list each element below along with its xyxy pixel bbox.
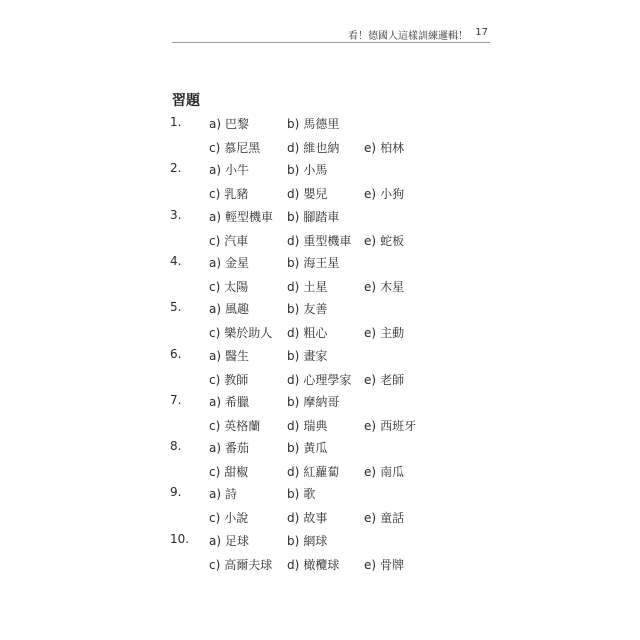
option-text: 嬰兒	[303, 187, 328, 202]
header-title: 看！德國人這樣訓練邏輯！	[348, 31, 468, 42]
option-text: 巴黎	[225, 117, 250, 131]
option-text: 英格蘭	[224, 418, 261, 433]
option-text: 教師	[224, 372, 249, 387]
answer-option	[209, 139, 260, 156]
option-text: 南瓜	[380, 465, 405, 480]
option-letter: d)	[287, 233, 300, 248]
question-number: 3.	[170, 207, 182, 222]
answer-option	[209, 463, 248, 480]
option-text: 番茄	[225, 441, 250, 456]
option-text: 維也納	[303, 141, 340, 155]
option-letter: a)	[209, 209, 222, 224]
option-text: 網球	[303, 533, 328, 548]
option-letter: b)	[287, 209, 300, 224]
answer-option	[287, 509, 327, 526]
answer-option	[209, 393, 249, 410]
answer-option	[364, 324, 404, 341]
answer-option	[364, 509, 404, 526]
answer-option	[364, 371, 404, 388]
question-item	[0, 300, 640, 346]
option-letter: a)	[209, 117, 222, 131]
question-item	[0, 161, 640, 207]
answer-option	[209, 439, 249, 456]
option-letter: d)	[287, 418, 300, 433]
question-number: 4.	[170, 253, 182, 268]
answer-option	[287, 254, 339, 271]
option-text: 柏林	[380, 141, 405, 155]
answer-option	[364, 417, 416, 434]
option-text: 畫家	[303, 348, 328, 363]
option-text: 黃瓜	[303, 441, 328, 456]
option-text: 乳豬	[224, 187, 249, 202]
option-letter: e)	[364, 418, 377, 433]
option-text: 土星	[303, 279, 328, 294]
option-letter: c)	[209, 465, 221, 480]
option-text: 西班牙	[380, 418, 417, 433]
question-number: 8.	[170, 439, 182, 454]
question-number: 10.	[170, 531, 190, 546]
option-text: 歌	[303, 487, 316, 502]
option-letter: b)	[287, 487, 300, 502]
answer-option	[209, 208, 273, 225]
question-number: 5.	[170, 300, 182, 315]
option-letter: e)	[364, 141, 377, 155]
option-text: 木星	[380, 279, 405, 294]
question-item	[0, 485, 640, 531]
option-text: 汽車	[224, 233, 249, 248]
option-letter: d)	[287, 187, 300, 202]
option-letter: a)	[209, 163, 222, 178]
option-text: 紅蘿蔔	[303, 465, 340, 480]
answer-option	[287, 347, 327, 364]
answer-option	[287, 324, 327, 341]
option-letter: a)	[209, 348, 222, 363]
answer-option	[287, 232, 351, 249]
option-letter: c)	[209, 233, 221, 248]
option-letter: a)	[209, 255, 222, 270]
option-letter: b)	[287, 117, 300, 131]
option-letter: b)	[287, 302, 300, 317]
answer-option	[209, 556, 272, 573]
answer-option	[209, 532, 249, 549]
answer-option	[209, 347, 249, 364]
option-text: 太陽	[224, 279, 249, 294]
answer-option	[287, 185, 327, 202]
option-letter: a)	[209, 533, 222, 548]
option-letter: e)	[364, 511, 377, 526]
option-letter: d)	[287, 326, 300, 341]
option-text: 老師	[380, 372, 405, 387]
option-letter: e)	[364, 465, 377, 480]
option-letter: e)	[364, 326, 377, 341]
answer-option	[209, 185, 248, 202]
answer-option	[287, 532, 327, 549]
answer-option	[364, 556, 404, 573]
answer-option	[209, 232, 248, 249]
option-text: 高爾夫球	[224, 557, 273, 572]
option-text: 童話	[380, 511, 405, 526]
question-number: 6.	[170, 346, 182, 361]
answer-option	[209, 371, 248, 388]
option-letter: b)	[287, 394, 300, 409]
option-letter: c)	[209, 557, 221, 572]
option-text: 骨牌	[380, 557, 405, 572]
option-text: 蛇板	[380, 233, 405, 248]
option-text: 小馬	[303, 163, 328, 178]
option-text: 小牛	[225, 163, 250, 178]
option-letter: a)	[209, 487, 222, 502]
question-item	[0, 208, 640, 254]
option-letter: c)	[209, 418, 221, 433]
question-number: 7.	[170, 392, 182, 407]
option-letter: b)	[287, 441, 300, 456]
answer-option	[287, 115, 339, 132]
option-letter: a)	[209, 441, 222, 456]
option-letter: e)	[364, 372, 377, 387]
option-letter: d)	[287, 279, 300, 294]
option-text: 甜椒	[224, 465, 249, 480]
question-number: 2.	[170, 161, 182, 176]
answer-option	[209, 509, 248, 526]
option-letter: e)	[364, 187, 377, 202]
answer-option	[287, 208, 339, 225]
answer-option	[209, 417, 260, 434]
option-text: 風趣	[225, 302, 250, 317]
option-text: 海王星	[303, 255, 340, 270]
option-text: 足球	[225, 533, 250, 548]
answer-option	[287, 300, 327, 317]
option-text: 橄欖球	[303, 557, 340, 572]
answer-option	[209, 161, 249, 178]
question-item	[0, 439, 640, 485]
option-text: 重型機車	[303, 233, 352, 248]
answer-option	[364, 232, 404, 249]
option-text: 瑞典	[303, 418, 328, 433]
answer-option	[287, 485, 315, 502]
option-letter: d)	[287, 557, 300, 572]
option-letter: d)	[287, 511, 300, 526]
option-letter: c)	[209, 326, 221, 341]
option-letter: b)	[287, 255, 300, 270]
answer-option	[364, 278, 404, 295]
answer-option	[209, 278, 248, 295]
option-letter: b)	[287, 163, 300, 178]
option-letter: d)	[287, 372, 300, 387]
answer-option	[209, 300, 249, 317]
option-letter: c)	[209, 141, 221, 155]
option-text: 粗心	[303, 326, 328, 341]
answer-option	[287, 393, 339, 410]
option-text: 樂於助人	[224, 326, 273, 341]
answer-option	[209, 324, 272, 341]
option-letter: d)	[287, 465, 300, 480]
option-letter: e)	[364, 557, 377, 572]
option-text: 心理學家	[303, 372, 352, 387]
answer-option	[209, 485, 237, 502]
answer-option	[364, 139, 404, 156]
option-text: 摩納哥	[303, 394, 340, 409]
option-text: 金星	[225, 255, 250, 270]
answer-option	[287, 439, 327, 456]
option-text: 輕型機車	[225, 209, 274, 224]
option-text: 小狗	[380, 187, 405, 202]
question-item	[0, 532, 640, 578]
option-letter: c)	[209, 279, 221, 294]
answer-option	[364, 463, 404, 480]
option-letter: c)	[209, 511, 221, 526]
option-letter: e)	[364, 279, 377, 294]
option-text: 馬德里	[303, 117, 340, 131]
option-text: 詩	[225, 487, 238, 502]
answer-option	[364, 185, 404, 202]
question-item	[0, 115, 640, 161]
option-text: 醫生	[225, 348, 250, 363]
option-text: 主動	[380, 326, 405, 341]
option-text: 小說	[224, 511, 249, 526]
answer-option	[287, 556, 339, 573]
option-letter: d)	[287, 141, 300, 155]
answer-option	[287, 139, 339, 156]
option-text: 希臘	[225, 394, 250, 409]
answer-option	[287, 161, 327, 178]
question-item	[0, 393, 640, 439]
option-text: 慕尼黑	[224, 141, 261, 155]
page-number: 17	[475, 27, 488, 38]
option-text: 故事	[303, 511, 328, 526]
option-letter: a)	[209, 394, 222, 409]
question-item	[0, 254, 640, 300]
option-text: 腳踏車	[303, 209, 340, 224]
answer-option	[287, 278, 327, 295]
question-number: 1.	[170, 115, 182, 129]
answer-option	[287, 417, 327, 434]
option-letter: c)	[209, 187, 221, 202]
option-letter: a)	[209, 302, 222, 317]
question-item	[0, 347, 640, 393]
answer-option	[209, 115, 249, 132]
option-letter: b)	[287, 348, 300, 363]
option-letter: c)	[209, 372, 221, 387]
answer-option	[287, 371, 351, 388]
question-number: 9.	[170, 485, 182, 500]
answer-option	[287, 463, 339, 480]
section-title: 習題	[172, 93, 200, 109]
answer-option	[209, 254, 249, 271]
option-letter: b)	[287, 533, 300, 548]
option-letter: e)	[364, 233, 377, 248]
option-text: 友善	[303, 302, 328, 317]
